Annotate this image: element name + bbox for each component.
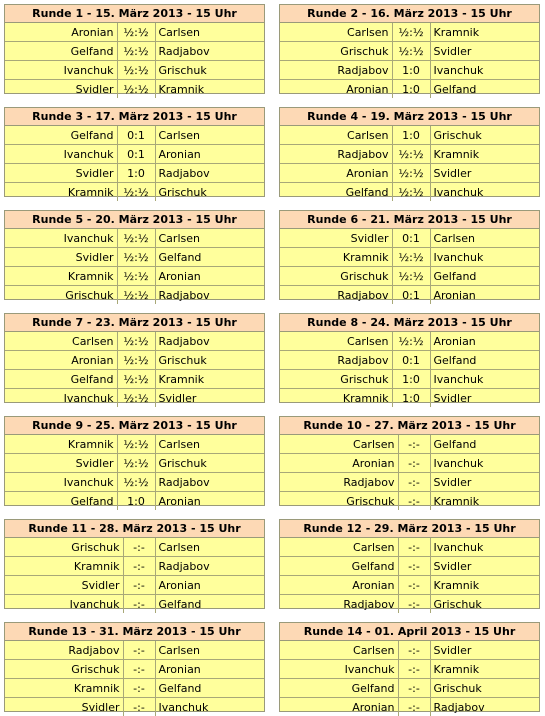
- black-player: Gelfand: [155, 595, 264, 614]
- black-player: Ivanchuk: [430, 454, 539, 473]
- round-6-table: [279, 210, 540, 300]
- white-player: Carlsen: [280, 641, 398, 660]
- white-player: Gelfand: [280, 557, 398, 576]
- game-row: [5, 126, 264, 145]
- white-player: Aronian: [280, 698, 398, 716]
- black-player: Radjabov: [155, 42, 264, 61]
- black-player: Svidler: [430, 389, 539, 408]
- white-player: Carlsen: [280, 538, 398, 557]
- white-player: Gelfand: [5, 126, 117, 145]
- game-result: ½:½: [392, 183, 430, 202]
- white-player: Grischuk: [280, 370, 392, 389]
- game-result: ½:½: [117, 248, 155, 267]
- white-player: Carlsen: [5, 332, 117, 351]
- black-player: Svidler: [430, 42, 539, 61]
- white-player: Radjabov: [280, 61, 392, 80]
- black-player: Svidler: [430, 641, 539, 660]
- game-result: ½:½: [117, 267, 155, 286]
- white-player: Svidler: [5, 164, 117, 183]
- white-player: Ivanchuk: [5, 389, 117, 408]
- black-player: Radjabov: [155, 473, 264, 492]
- white-player: Aronian: [5, 23, 117, 42]
- round-title: Runde 13 - 31. März 2013 - 15 Uhr: [5, 623, 264, 641]
- round-title: Runde 14 - 01. April 2013 - 15 Uhr: [280, 623, 539, 641]
- game-row: [5, 80, 264, 99]
- game-result: ½:½: [117, 229, 155, 248]
- black-player: Gelfand: [155, 248, 264, 267]
- game-result: -:-: [398, 473, 430, 492]
- game-row: [5, 492, 264, 511]
- game-result: -:-: [123, 679, 155, 698]
- game-result: -:-: [398, 538, 430, 557]
- white-player: Ivanchuk: [5, 595, 123, 614]
- black-player: Gelfand: [155, 679, 264, 698]
- black-player: Ivanchuk: [430, 183, 539, 202]
- game-result: ½:½: [392, 145, 430, 164]
- game-row: [280, 286, 539, 305]
- game-row: [280, 145, 539, 164]
- white-player: Ivanchuk: [5, 229, 117, 248]
- white-player: Grischuk: [280, 492, 398, 511]
- game-result: 1:0: [392, 370, 430, 389]
- round-8-table: [279, 313, 540, 403]
- game-result: -:-: [398, 660, 430, 679]
- game-result: ½:½: [392, 42, 430, 61]
- game-result: 0:1: [392, 286, 430, 305]
- game-result: 0:1: [392, 351, 430, 370]
- game-result: -:-: [123, 538, 155, 557]
- game-row: [5, 557, 264, 576]
- game-row: [280, 370, 539, 389]
- game-row: [5, 473, 264, 492]
- black-player: Grischuk: [155, 351, 264, 370]
- game-result: ½:½: [117, 183, 155, 202]
- game-result: 1:0: [392, 80, 430, 99]
- white-player: Radjabov: [280, 145, 392, 164]
- game-result: -:-: [123, 595, 155, 614]
- game-result: 1:0: [392, 389, 430, 408]
- game-row: [280, 454, 539, 473]
- black-player: Carlsen: [155, 229, 264, 248]
- game-row: [5, 389, 264, 408]
- round-title: Runde 6 - 21. März 2013 - 15 Uhr: [280, 211, 539, 229]
- black-player: Radjabov: [155, 332, 264, 351]
- game-row: [5, 595, 264, 614]
- round-5-table: [4, 210, 265, 300]
- black-player: Aronian: [430, 286, 539, 305]
- round-10-table: [279, 416, 540, 506]
- game-result: ½:½: [117, 370, 155, 389]
- game-row: [280, 126, 539, 145]
- black-player: Radjabov: [430, 698, 539, 716]
- game-result: -:-: [398, 641, 430, 660]
- black-player: Grischuk: [155, 454, 264, 473]
- black-player: Aronian: [155, 660, 264, 679]
- black-player: Grischuk: [155, 183, 264, 202]
- round-2-table: [279, 4, 540, 94]
- white-player: Grischuk: [5, 538, 123, 557]
- game-result: ½:½: [117, 389, 155, 408]
- white-player: Kramnik: [5, 267, 117, 286]
- black-player: Radjabov: [155, 286, 264, 305]
- round-3-table: [4, 107, 265, 197]
- game-row: [5, 286, 264, 305]
- game-row: [280, 576, 539, 595]
- white-player: Radjabov: [280, 595, 398, 614]
- black-player: Carlsen: [155, 538, 264, 557]
- game-result: ½:½: [117, 351, 155, 370]
- game-result: ½:½: [392, 164, 430, 183]
- white-player: Carlsen: [280, 435, 398, 454]
- game-result: 1:0: [392, 126, 430, 145]
- black-player: Kramnik: [430, 23, 539, 42]
- game-result: -:-: [123, 660, 155, 679]
- black-player: Grischuk: [430, 679, 539, 698]
- game-row: [280, 389, 539, 408]
- white-player: Aronian: [5, 351, 117, 370]
- game-result: ½:½: [117, 42, 155, 61]
- game-row: [5, 641, 264, 660]
- black-player: Carlsen: [155, 641, 264, 660]
- white-player: Ivanchuk: [5, 145, 117, 164]
- game-result: -:-: [123, 576, 155, 595]
- white-player: Grischuk: [5, 286, 117, 305]
- white-player: Carlsen: [280, 332, 392, 351]
- white-player: Kramnik: [5, 183, 117, 202]
- game-row: [5, 183, 264, 202]
- white-player: Kramnik: [5, 679, 123, 698]
- black-player: Carlsen: [430, 229, 539, 248]
- game-result: ½:½: [117, 332, 155, 351]
- white-player: Carlsen: [280, 23, 392, 42]
- game-result: ½:½: [392, 23, 430, 42]
- game-row: [280, 492, 539, 511]
- black-player: Kramnik: [430, 145, 539, 164]
- black-player: Svidler: [430, 164, 539, 183]
- white-player: Svidler: [5, 248, 117, 267]
- game-row: [5, 332, 264, 351]
- round-4-table: [279, 107, 540, 197]
- game-row: [280, 641, 539, 660]
- white-player: Grischuk: [280, 42, 392, 61]
- black-player: Aronian: [155, 267, 264, 286]
- game-row: [280, 267, 539, 286]
- white-player: Radjabov: [280, 473, 398, 492]
- game-row: [280, 23, 539, 42]
- game-row: [5, 576, 264, 595]
- game-result: ½:½: [392, 332, 430, 351]
- round-title: Runde 7 - 23. März 2013 - 15 Uhr: [5, 314, 264, 332]
- black-player: Kramnik: [155, 80, 264, 99]
- white-player: Aronian: [280, 164, 392, 183]
- black-player: Gelfand: [430, 267, 539, 286]
- game-result: ½:½: [117, 473, 155, 492]
- round-9-table: [4, 416, 265, 506]
- black-player: Ivanchuk: [430, 248, 539, 267]
- game-row: [280, 435, 539, 454]
- game-result: -:-: [123, 698, 155, 716]
- black-player: Aronian: [430, 332, 539, 351]
- game-row: [5, 351, 264, 370]
- round-title: Runde 12 - 29. März 2013 - 15 Uhr: [280, 520, 539, 538]
- black-player: Radjabov: [155, 557, 264, 576]
- game-result: ½:½: [117, 454, 155, 473]
- white-player: Grischuk: [280, 267, 392, 286]
- game-row: [280, 351, 539, 370]
- game-row: [280, 80, 539, 99]
- round-title: Runde 1 - 15. März 2013 - 15 Uhr: [5, 5, 264, 23]
- game-row: [280, 557, 539, 576]
- white-player: Svidler: [5, 80, 117, 99]
- white-player: Gelfand: [280, 183, 392, 202]
- game-row: [5, 660, 264, 679]
- game-row: [5, 145, 264, 164]
- black-player: Gelfand: [430, 435, 539, 454]
- white-player: Ivanchuk: [280, 660, 398, 679]
- game-result: 0:1: [392, 229, 430, 248]
- black-player: Gelfand: [430, 80, 539, 99]
- game-row: [280, 595, 539, 614]
- black-player: Kramnik: [430, 576, 539, 595]
- white-player: Carlsen: [280, 126, 392, 145]
- game-row: [280, 538, 539, 557]
- game-row: [280, 698, 539, 716]
- round-title: Runde 2 - 16. März 2013 - 15 Uhr: [280, 5, 539, 23]
- white-player: Gelfand: [5, 370, 117, 389]
- game-row: [5, 538, 264, 557]
- round-1-table: [4, 4, 265, 94]
- game-result: ½:½: [117, 80, 155, 99]
- black-player: Gelfand: [430, 351, 539, 370]
- game-row: [5, 248, 264, 267]
- game-row: [280, 473, 539, 492]
- white-player: Radjabov: [5, 641, 123, 660]
- game-result: -:-: [123, 641, 155, 660]
- game-row: [280, 164, 539, 183]
- white-player: Ivanchuk: [5, 473, 117, 492]
- game-row: [280, 679, 539, 698]
- game-row: [280, 61, 539, 80]
- game-row: [5, 61, 264, 80]
- round-12-table: [279, 519, 540, 609]
- round-title: Runde 8 - 24. März 2013 - 15 Uhr: [280, 314, 539, 332]
- game-result: -:-: [398, 454, 430, 473]
- black-player: Carlsen: [155, 126, 264, 145]
- black-player: Svidler: [430, 557, 539, 576]
- black-player: Ivanchuk: [430, 61, 539, 80]
- black-player: Svidler: [155, 389, 264, 408]
- game-result: -:-: [398, 698, 430, 716]
- game-result: -:-: [398, 595, 430, 614]
- game-result: ½:½: [117, 435, 155, 454]
- game-row: [5, 164, 264, 183]
- game-row: [5, 435, 264, 454]
- black-player: Ivanchuk: [430, 538, 539, 557]
- white-player: Kramnik: [280, 248, 392, 267]
- black-player: Aronian: [155, 145, 264, 164]
- black-player: Svidler: [430, 473, 539, 492]
- round-13-table: [4, 622, 265, 712]
- white-player: Aronian: [280, 80, 392, 99]
- game-result: ½:½: [117, 23, 155, 42]
- white-player: Radjabov: [280, 286, 392, 305]
- black-player: Ivanchuk: [430, 370, 539, 389]
- white-player: Svidler: [5, 698, 123, 716]
- round-title: Runde 10 - 27. März 2013 - 15 Uhr: [280, 417, 539, 435]
- black-player: Carlsen: [155, 435, 264, 454]
- round-title: Runde 5 - 20. März 2013 - 15 Uhr: [5, 211, 264, 229]
- white-player: Svidler: [280, 229, 392, 248]
- black-player: Kramnik: [430, 660, 539, 679]
- game-row: [5, 267, 264, 286]
- white-player: Grischuk: [5, 660, 123, 679]
- white-player: Ivanchuk: [5, 61, 117, 80]
- game-row: [280, 183, 539, 202]
- white-player: Gelfand: [5, 42, 117, 61]
- black-player: Kramnik: [430, 492, 539, 511]
- game-result: -:-: [398, 557, 430, 576]
- black-player: Grischuk: [155, 61, 264, 80]
- white-player: Gelfand: [280, 679, 398, 698]
- black-player: Grischuk: [430, 595, 539, 614]
- game-row: [5, 679, 264, 698]
- game-result: ½:½: [392, 248, 430, 267]
- game-result: ½:½: [392, 267, 430, 286]
- white-player: Radjabov: [280, 351, 392, 370]
- white-player: Kramnik: [5, 557, 123, 576]
- game-row: [280, 42, 539, 61]
- game-result: -:-: [398, 679, 430, 698]
- game-row: [5, 229, 264, 248]
- game-row: [280, 248, 539, 267]
- game-result: -:-: [398, 492, 430, 511]
- game-result: 1:0: [392, 61, 430, 80]
- round-title: Runde 11 - 28. März 2013 - 15 Uhr: [5, 520, 264, 538]
- white-player: Kramnik: [280, 389, 392, 408]
- game-result: -:-: [398, 576, 430, 595]
- round-14-table: [279, 622, 540, 712]
- game-row: [280, 660, 539, 679]
- white-player: Svidler: [5, 454, 117, 473]
- round-title: Runde 4 - 19. März 2013 - 15 Uhr: [280, 108, 539, 126]
- game-result: 0:1: [117, 145, 155, 164]
- game-result: ½:½: [117, 61, 155, 80]
- game-result: 1:0: [117, 164, 155, 183]
- round-11-table: [4, 519, 265, 609]
- game-row: [5, 370, 264, 389]
- black-player: Carlsen: [155, 23, 264, 42]
- black-player: Grischuk: [430, 126, 539, 145]
- game-result: 1:0: [117, 492, 155, 511]
- black-player: Aronian: [155, 492, 264, 511]
- game-row: [5, 698, 264, 716]
- game-row: [280, 332, 539, 351]
- white-player: Kramnik: [5, 435, 117, 454]
- white-player: Svidler: [5, 576, 123, 595]
- black-player: Kramnik: [155, 370, 264, 389]
- game-row: [280, 229, 539, 248]
- white-player: Gelfand: [5, 492, 117, 511]
- game-row: [5, 23, 264, 42]
- game-result: ½:½: [117, 286, 155, 305]
- white-player: Aronian: [280, 576, 398, 595]
- white-player: Aronian: [280, 454, 398, 473]
- black-player: Ivanchuk: [155, 698, 264, 716]
- round-title: Runde 9 - 25. März 2013 - 15 Uhr: [5, 417, 264, 435]
- game-row: [5, 454, 264, 473]
- black-player: Radjabov: [155, 164, 264, 183]
- game-result: 0:1: [117, 126, 155, 145]
- black-player: Aronian: [155, 576, 264, 595]
- round-7-table: [4, 313, 265, 403]
- game-result: -:-: [123, 557, 155, 576]
- game-row: [5, 42, 264, 61]
- round-title: Runde 3 - 17. März 2013 - 15 Uhr: [5, 108, 264, 126]
- game-result: -:-: [398, 435, 430, 454]
